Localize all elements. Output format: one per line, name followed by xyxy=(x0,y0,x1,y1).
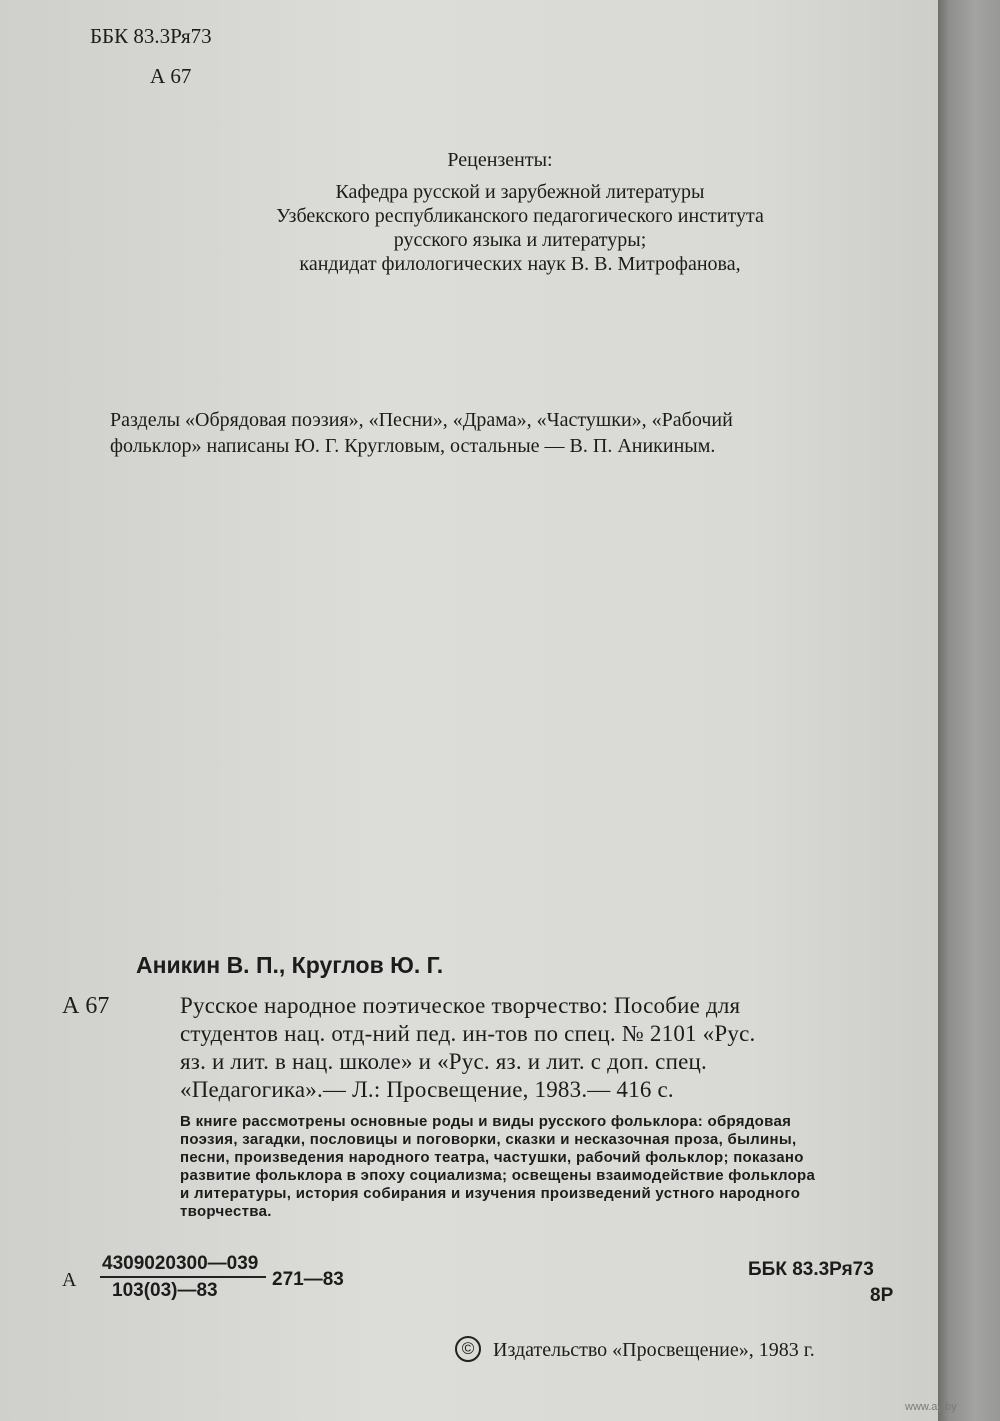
facing-page-edge xyxy=(938,0,1000,1421)
sections-note-line: фольклор» написаны Ю. Г. Кругловым, остальные — В. П. Аникиным. xyxy=(110,435,716,457)
abstract-line: развитие фольклора в эпоху социализма; освещены взаимодействие фольклора xyxy=(180,1167,816,1184)
abstract-line: и литературы, история собирания и изучения произведений устного народного xyxy=(180,1185,801,1202)
bbk-extra: 8Р xyxy=(870,1285,894,1306)
bib-line: «Педагогика».— Л.: Просвещение, 1983.— 416 с. xyxy=(180,1077,674,1102)
copyright-icon: © xyxy=(455,1336,481,1362)
code-letter: А xyxy=(62,1269,77,1291)
reviewers-heading: Рецензенты: xyxy=(447,149,553,171)
bbk-code-top: ББК 83.3Ря73 xyxy=(90,24,212,48)
code-suffix: 271—83 xyxy=(272,1269,344,1290)
catalog-authors: Аникин В. П., Круглов Ю. Г. xyxy=(136,952,444,978)
catalog-index: А 67 xyxy=(62,993,110,1019)
bbk-code-bottom: ББК 83.3Ря73 xyxy=(748,1259,874,1280)
code-denominator: 103(03)—83 xyxy=(112,1280,218,1301)
abstract-line: песни, произведения народного театра, частушки, рабочий фольклор; показано xyxy=(180,1149,804,1166)
watermark: www.ay.by xyxy=(905,1401,957,1413)
reviewer-line: Кафедра русской и зарубежной литературы xyxy=(335,181,705,203)
reviewer-line: Узбекского республиканского педагогического института xyxy=(276,205,764,227)
bib-line: студентов нац. отд-ний пед. ин-тов по спец. № 2101 «Рус. xyxy=(180,1021,756,1046)
abstract-line: творчества. xyxy=(180,1203,272,1220)
bib-line: яз. и лит. в нац. школе» и «Рус. яз. и лит. с доп. спец. xyxy=(180,1049,707,1074)
fraction-bar xyxy=(100,1276,266,1278)
copyright-text: Издательство «Просвещение», 1983 г. xyxy=(493,1339,815,1361)
code-numerator: 4309020300—039 xyxy=(102,1253,259,1274)
reviewer-line: русского языка и литературы; xyxy=(393,229,647,251)
author-index-top: А 67 xyxy=(150,64,192,88)
reviewer-line: кандидат филологических наук В. В. Митрофанова, xyxy=(299,253,741,275)
abstract-line: поэзия, загадки, пословицы и поговорки, сказки и несказочная проза, былины, xyxy=(180,1131,797,1148)
sections-note-line: Разделы «Обрядовая поэзия», «Песни», «Драма», «Частушки», «Рабочий xyxy=(110,409,733,431)
abstract-line: В книге рассмотрены основные роды и виды русского фольклора: обрядовая xyxy=(180,1113,792,1130)
bib-line: Русское народное поэтическое творчество: Пособие для xyxy=(180,993,741,1018)
